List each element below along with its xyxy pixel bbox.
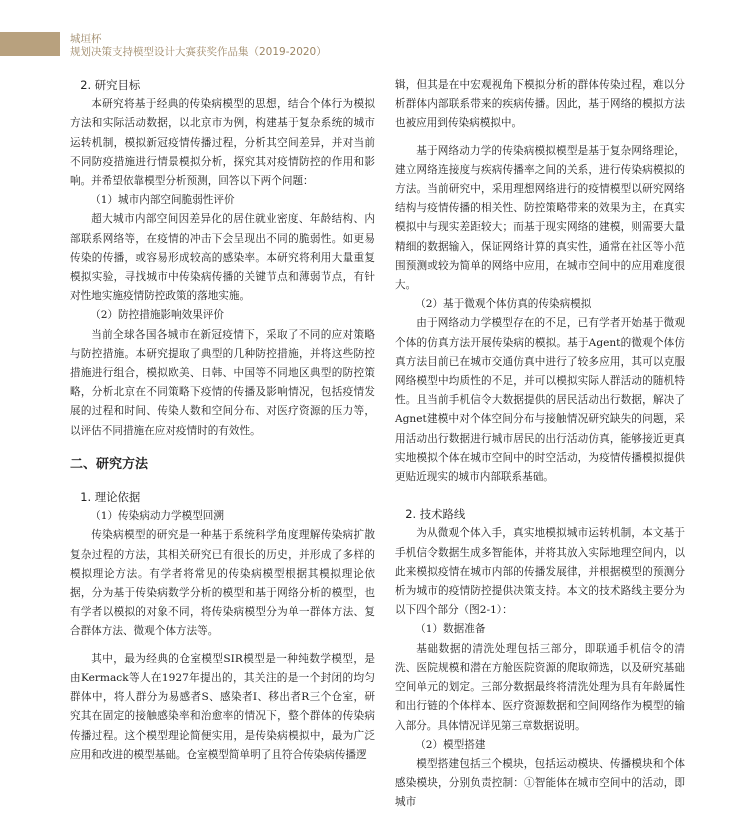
paragraph: 超大城市内部空间因差异化的居住就业密度、年龄结构、内部联系网络等，在疫情的冲击下会呈现出不同的脆弱性。如更易传染的传播，或容易形成较高的感染率。本研究将利用大量重复模拟实验，寻找城市中传染病传播的关键节点和薄弱节点，有针对性地实施疫情防控政策的落地实施。 <box>70 213 375 303</box>
paragraph: 模型搭建包括三个模块，包括运动模块、传播模块和个体感染模块，分别负责控制：①智能体在城市空间中的活动，即城市 <box>395 757 685 809</box>
subheading-measures: （2）防控措施影响效果评价 <box>90 309 224 322</box>
paragraph: 其中，最为经典的仓室模型SIR模型是一种纯数学模型，是由Kermack等人在1927年提出的，其关注的是一个封闭的均匀群体中，将人群分为易感者S、感染者I、移出者R三个仓室，研究其在固定的接触感染率和治愈率的情况下，整个群体的传染病传播过程。这个模型理论简便实用，是传染病模拟中，最为广泛应用和改进的模型基础。仓室模型简单明了且符合传染病传播逻 <box>70 652 375 761</box>
subheading-model-build: （2）模型搭建 <box>415 738 486 751</box>
left-column <box>70 76 375 765</box>
header-accent-bar <box>0 32 60 56</box>
header-series-title: 城垣杯 <box>70 33 102 45</box>
paragraph: 当前全球各国各城市在新冠疫情下，采取了不同的应对策略与防控措施。本研究提取了典型的几种防控措施，并将这些防控措施进行组合，模拟欧美、日韩、中国等不同地区典型的防控策略，分析北京在不同策略下疫情的传播及影响情况，包括疫情发展的过程和时间、传染人数和空间分布、对医疗资源的压力等，以评估不同措施在应对疫情时的有效性。 <box>70 328 375 437</box>
section-heading-research-goal: 2. 研究目标 <box>80 78 141 92</box>
paragraph: 由于网络动力学模型存在的不足，已有学者开始基于微观个体的仿真方法开展传染病的模拟。基于Agent的微观个体仿真方法目前已在城市交通仿真中进行了较多应用，其可以克服网络模型中均质性的不足，并可以模拟实际人群活动的随机特性。且当前手机信令大数据提供的居民活动出行数据，解决了Agnet建模中对个体空间分布与接触情况研究缺失的问题，采用活动出行数据进行城市居民的出行活动仿真，能够接近更真实地模拟个体在城市空间中的时空活动，为疫情传播模拟提供更贴近现实的城市内部联系基础。 <box>395 317 685 484</box>
chapter-heading-methods: 二、研究方法 <box>70 456 149 472</box>
right-column <box>395 76 685 813</box>
paragraph: 本研究将基于经典的传染病模型的思想，结合个体行为模拟方法和实际活动数据，以北京市为例，构建基于复杂系统的城市运转机制，模拟新冠疫情传播过程，分析其空间差异，并对当前不同防疫措施进行情景模拟分析，探究其对疫情防控的作用和影响。并希望依靠模型分析预测，回答以下两个问题： <box>70 98 375 188</box>
paragraph-continued: 辑，但其是在中宏观视角下模拟分析的群体传染过程，难以分析群体内部联系带来的疾病传播。因此，基于网络的模拟方法也被应用到传染病模拟中。 <box>395 79 685 130</box>
subheading-agent-simulation: （2）基于微观个体仿真的传染病模拟 <box>415 298 592 311</box>
subheading-dynamics-models: （1）传染病动力学模型回溯 <box>90 510 224 523</box>
section-heading-theory: 1. 理论依据 <box>80 490 141 505</box>
paragraph: 基于网络动力学的传染病模拟模型是基于复杂网络理论，建立网络连接度与疾病传播率之间的关系，进行传染病模拟的方法。当前研究中，采用理想网络进行的疫情模型以研究网络结构与疫情传播的相关性、防控策略带来的效果为主，在真实模拟中与现实差距较大；而基于现实网络的建模，则需要大量精细的数据输入，保证网络计算的真实性，通常在社区等小范围预测或较为简单的网络中应用，在城市空间中的应用难度很大。 <box>395 144 685 292</box>
subheading-vulnerability: （1）城市内部空间脆弱性评价 <box>90 194 235 207</box>
header-book-title: 规划决策支持模型设计大赛获奖作品集（2019-2020） <box>70 46 327 58</box>
subheading-data-prep: （1）数据准备 <box>415 623 486 636</box>
section-heading-tech-route: 2. 技术路线 <box>405 507 466 522</box>
paragraph: 基础数据的清洗处理包括三部分，即联通手机信令的清洗、医院规模和潜在方舱医院资源的爬取筛选，以及研究基础空间单元的划定。三部分数据最终将清洗处理为具有年龄属性和出行链的个体样本、医疗资源数据和空间网络作为模型的输入部分。具体情况详见第三章数据说明。 <box>395 642 685 732</box>
paragraph: 为从微观个体入手，真实地模拟城市运转机制，本文基于手机信令数据生成多智能体，并将其放入实际地理空间内，以此来模拟疫情在城市内部的传播发展律，并根据模型的预测分析为城市的疫情防控提供决策支持。本文的技术路线主要分为以下四个部分（图2-1）： <box>395 527 685 617</box>
paragraph: 传染病模型的研究是一种基于系统科学角度理解传染病扩散复杂过程的方法，其相关研究已有很长的历史，并形成了多样的模拟理论方法。有学者将常见的传染病模型根据其模拟理论依据，分为基于传染病数学分析的模型和基于网络分析的模型，也有学者以模拟的对象不同，将传染病模型分为单一群体方法、复合群体方法、微观个体方法等。 <box>70 529 375 638</box>
